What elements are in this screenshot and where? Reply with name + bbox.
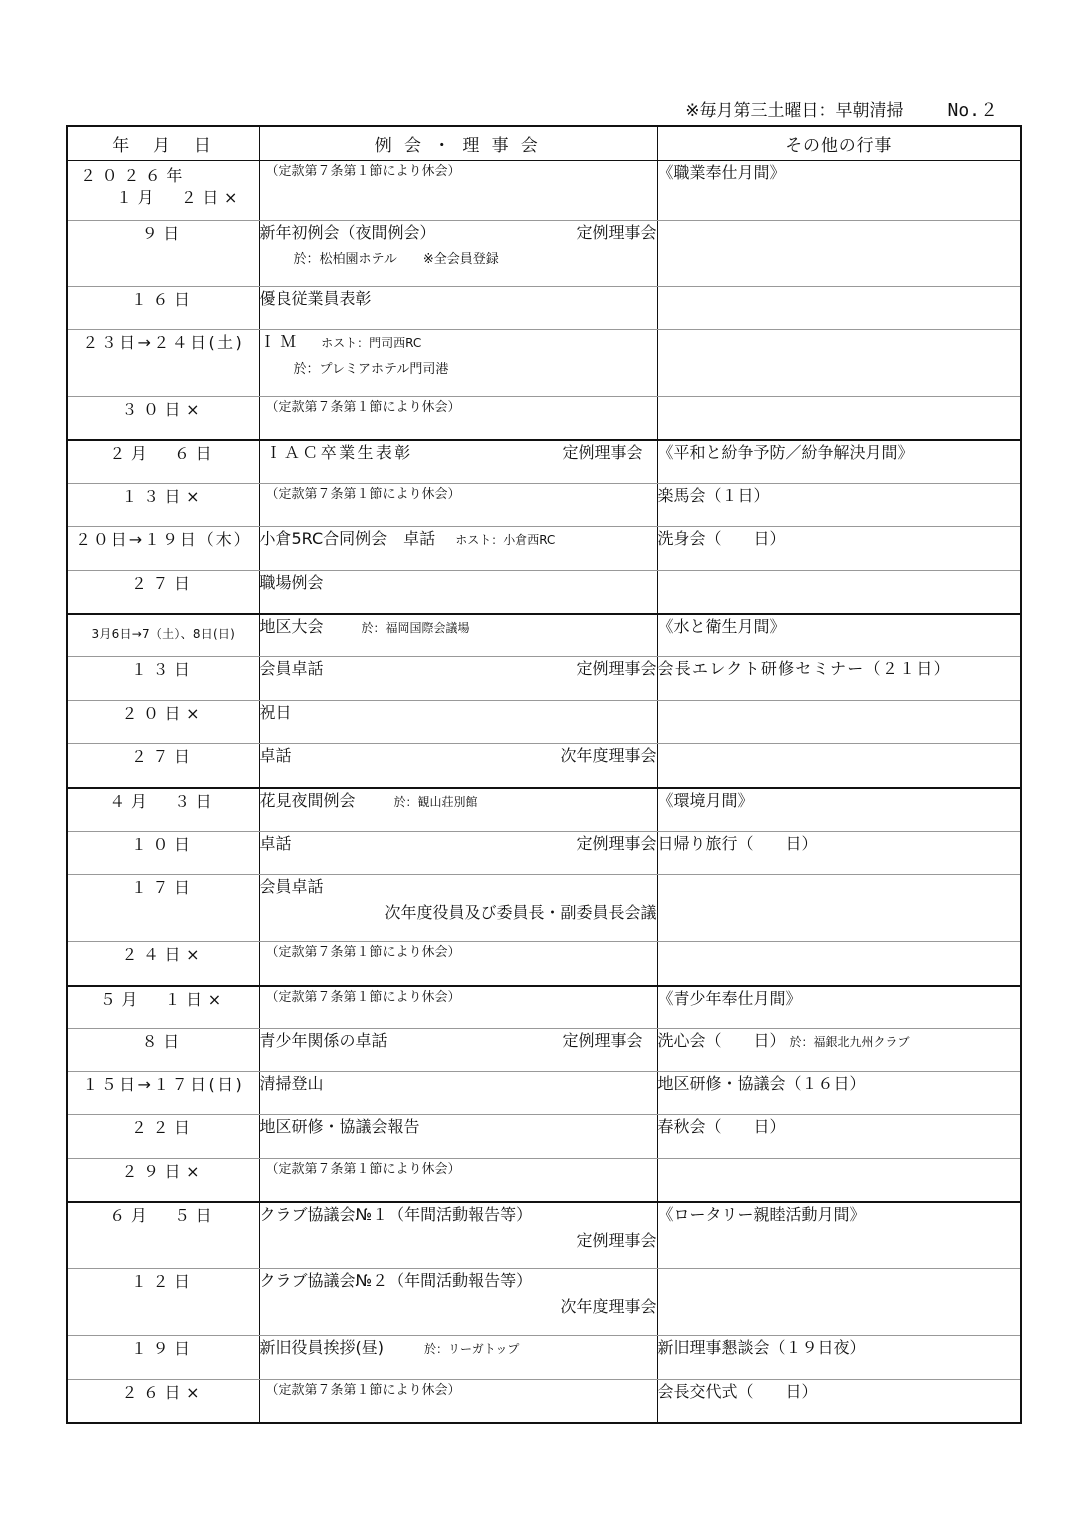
meeting-title: クラブ協議会№２（年間活動報告等） bbox=[259, 1271, 533, 1290]
suspend-note: （定款第７条第１節により休会） bbox=[265, 1162, 461, 1177]
table-row bbox=[67, 1072, 1021, 1115]
meeting-title: クラブ協議会№１（年間活動報告等） bbox=[259, 1204, 533, 1224]
other-cell: 洗身会（ 日） bbox=[657, 527, 1021, 571]
other-cell bbox=[657, 1159, 1021, 1202]
meeting-cell bbox=[259, 744, 657, 788]
date-cell bbox=[67, 161, 259, 221]
other-cell bbox=[657, 744, 1021, 788]
other-cell bbox=[657, 1269, 1021, 1336]
meeting-cell bbox=[259, 1072, 657, 1115]
meeting-title: 花見夜間例会 bbox=[259, 790, 356, 810]
table-row bbox=[67, 744, 1021, 788]
board-meeting: 次年度理事会 bbox=[560, 1297, 657, 1316]
date-cell: ２６日× bbox=[67, 1380, 259, 1423]
date-cell: １６日 bbox=[67, 287, 259, 330]
date-year: ２０２６年 bbox=[80, 166, 189, 185]
meeting-cell bbox=[259, 1269, 657, 1336]
meeting-cell bbox=[259, 527, 657, 571]
table-row bbox=[67, 571, 1021, 614]
date-cell: ２７日 bbox=[67, 744, 259, 788]
board-meeting: 定例理事会 bbox=[576, 223, 657, 242]
date-cell: ２９日× bbox=[67, 1159, 259, 1202]
meeting-cell bbox=[259, 986, 657, 1029]
suspend-note: （定款第７条第１節により休会） bbox=[265, 400, 461, 415]
table-row bbox=[67, 1269, 1021, 1336]
suspend-note: （定款第７条第１節により休会） bbox=[265, 1383, 461, 1398]
event-label: 洗心会（ 日） bbox=[657, 1031, 786, 1050]
table-row bbox=[67, 875, 1021, 942]
venue: 於：プレミアホテル門司港 bbox=[293, 362, 449, 377]
top-note bbox=[685, 96, 998, 122]
date-cell: ４月 ３日 bbox=[67, 788, 259, 832]
meeting-cell bbox=[259, 1380, 657, 1423]
table-row bbox=[67, 397, 1021, 440]
suspend-note: （定款第７条第１節により休会） bbox=[265, 945, 461, 960]
table-row bbox=[67, 986, 1021, 1029]
table-row bbox=[67, 1380, 1021, 1423]
venue: 於：福銀北九州クラブ bbox=[789, 1035, 910, 1049]
date-cell: １３日 bbox=[67, 657, 259, 701]
table-row bbox=[67, 440, 1021, 484]
other-cell: 春秋会（ 日） bbox=[657, 1115, 1021, 1159]
other-cell bbox=[657, 942, 1021, 986]
meeting-cell bbox=[259, 1115, 657, 1159]
venue: 於：観山荘別館 bbox=[393, 794, 478, 809]
table-row bbox=[67, 657, 1021, 701]
other-cell bbox=[657, 571, 1021, 614]
date-cell: ６月 ５日 bbox=[67, 1202, 259, 1269]
date-cell: ２０日→１９日（木） bbox=[67, 527, 259, 571]
header-row bbox=[67, 126, 1021, 161]
date-day: １月 ２日× bbox=[116, 188, 244, 207]
meeting-title: 新旧役員挨拶(昼) bbox=[259, 1338, 384, 1357]
date-cell: ２７日 bbox=[67, 571, 259, 614]
meeting-cell bbox=[259, 1336, 657, 1380]
date-cell: ８日 bbox=[67, 1029, 259, 1072]
date-cell: １３日× bbox=[67, 484, 259, 527]
board-meeting: 次年度役員及び委員長・副委員長会議 bbox=[384, 903, 657, 922]
date-cell: １２日 bbox=[67, 1269, 259, 1336]
meeting-title: 清掃登山 bbox=[259, 1074, 324, 1093]
meeting-title: 新年初例会（夜間例会） bbox=[259, 223, 436, 242]
other-cell: 《環境月間》 bbox=[657, 788, 1021, 832]
meeting-title: 優良従業員表彰 bbox=[259, 289, 372, 308]
page-number: No.２ bbox=[947, 100, 998, 121]
table-row bbox=[67, 788, 1021, 832]
venue: 於：福岡国際会議場 bbox=[361, 620, 470, 635]
meeting-title: 小倉5RC合同例会 卓話 bbox=[259, 529, 436, 548]
other-cell: 日帰り旅行（ 日） bbox=[657, 832, 1021, 875]
meeting-cell bbox=[259, 701, 657, 744]
other-cell bbox=[657, 875, 1021, 942]
meeting-title: 卓話 bbox=[259, 834, 292, 853]
other-cell: 《青少年奉仕月間》 bbox=[657, 986, 1021, 1029]
meeting-cell bbox=[259, 942, 657, 986]
date-cell: ２月 ６日 bbox=[67, 440, 259, 484]
meeting-cell bbox=[259, 1202, 657, 1269]
date-cell: 3月6日→7（土）、8日(日) bbox=[67, 614, 259, 657]
table-row bbox=[67, 832, 1021, 875]
meeting-title: 職場例会 bbox=[259, 573, 324, 592]
other-cell: 《職業奉仕月間》 bbox=[657, 161, 1021, 221]
date-cell: １５日→１７日(日) bbox=[67, 1072, 259, 1115]
other-cell bbox=[657, 330, 1021, 397]
header-meeting: 例 会 ・ 理 事 会 bbox=[259, 126, 657, 161]
table-row bbox=[67, 484, 1021, 527]
meeting-title: ＩＡＣ卒業生表彰 bbox=[265, 442, 413, 462]
date-cell: ５月 １日× bbox=[67, 986, 259, 1029]
date-cell: ９日 bbox=[67, 221, 259, 287]
meeting-cell bbox=[259, 788, 657, 832]
meeting-title: 会員卓話 bbox=[259, 659, 324, 678]
board-meeting: 定例理事会 bbox=[562, 442, 643, 462]
other-cell: 《水と衛生月間》 bbox=[657, 614, 1021, 657]
table-row bbox=[67, 1029, 1021, 1072]
header-other: その他の行事 bbox=[657, 126, 1021, 161]
meeting-title: 地区大会 bbox=[259, 616, 324, 636]
other-cell: 会長エレクト研修セミナー（２１日） bbox=[657, 657, 1021, 701]
venue-note: ※全会員登録 bbox=[422, 252, 499, 267]
board-meeting: 定例理事会 bbox=[562, 1031, 643, 1050]
date-cell: ２３日→２４日(土) bbox=[67, 330, 259, 397]
table-row bbox=[67, 942, 1021, 986]
meeting-cell bbox=[259, 397, 657, 440]
date-cell: １７日 bbox=[67, 875, 259, 942]
meeting-cell bbox=[259, 221, 657, 287]
other-cell bbox=[657, 397, 1021, 440]
other-cell: 新旧理事懇談会（１９日夜） bbox=[657, 1336, 1021, 1380]
table-row bbox=[67, 1202, 1021, 1269]
other-cell bbox=[657, 221, 1021, 287]
meeting-title: 祝日 bbox=[259, 703, 292, 722]
meeting-title: 卓話 bbox=[259, 746, 292, 765]
meeting-cell bbox=[259, 875, 657, 942]
schedule-table bbox=[66, 125, 1022, 1424]
meeting-title: ＩＭ bbox=[259, 332, 302, 351]
other-cell: 《ロータリー親睦活動月間》 bbox=[657, 1202, 1021, 1269]
date-cell: ２４日× bbox=[67, 942, 259, 986]
other-cell: 《平和と紛争予防／紛争解決月間》 bbox=[657, 440, 1021, 484]
table-row bbox=[67, 1159, 1021, 1202]
other-cell: 楽馬会（１日） bbox=[657, 484, 1021, 527]
board-meeting: 定例理事会 bbox=[576, 659, 657, 678]
table-row bbox=[67, 161, 1021, 221]
meeting-cell bbox=[259, 161, 657, 221]
date-cell: １０日 bbox=[67, 832, 259, 875]
table-row bbox=[67, 221, 1021, 287]
host: ホスト：小倉西RC bbox=[455, 533, 556, 547]
table-row bbox=[67, 614, 1021, 657]
date-cell: ２２日 bbox=[67, 1115, 259, 1159]
board-meeting: 次年度理事会 bbox=[560, 746, 657, 765]
other-cell: 地区研修・協議会（１６日） bbox=[657, 1072, 1021, 1115]
meeting-title: 会員卓話 bbox=[259, 877, 324, 896]
other-cell bbox=[657, 287, 1021, 330]
table-row bbox=[67, 1336, 1021, 1380]
board-meeting: 定例理事会 bbox=[576, 834, 657, 853]
meeting-cell bbox=[259, 287, 657, 330]
cleaning-note: ※毎月第三土曜日：早朝清掃 bbox=[685, 101, 904, 121]
suspend-note: （定款第７条第１節により休会） bbox=[265, 487, 461, 502]
other-cell bbox=[657, 701, 1021, 744]
meeting-cell bbox=[259, 1159, 657, 1202]
date-cell: ２０日× bbox=[67, 701, 259, 744]
meeting-title: 青少年関係の卓話 bbox=[259, 1031, 388, 1050]
date-cell: ３０日× bbox=[67, 397, 259, 440]
meeting-cell bbox=[259, 832, 657, 875]
table-row bbox=[67, 287, 1021, 330]
date-cell: １９日 bbox=[67, 1336, 259, 1380]
header-date: 年 月 日 bbox=[67, 126, 259, 161]
suspend-note: （定款第７条第１節により休会） bbox=[265, 989, 461, 1005]
table-row bbox=[67, 701, 1021, 744]
venue: 於：松柏園ホテル bbox=[293, 252, 397, 267]
meeting-cell bbox=[259, 1029, 657, 1072]
venue: 於：リーガトップ bbox=[424, 1342, 520, 1356]
meeting-cell bbox=[259, 657, 657, 701]
table-row bbox=[67, 1115, 1021, 1159]
board-meeting: 定例理事会 bbox=[576, 1230, 657, 1250]
other-cell: 会長交代式（ 日） bbox=[657, 1380, 1021, 1423]
meeting-cell bbox=[259, 614, 657, 657]
other-cell bbox=[657, 1029, 1021, 1072]
meeting-cell bbox=[259, 440, 657, 484]
meeting-title: 地区研修・協議会報告 bbox=[259, 1117, 420, 1136]
table-row bbox=[67, 527, 1021, 571]
table-row bbox=[67, 330, 1021, 397]
suspend-note: （定款第７条第１節により休会） bbox=[265, 164, 461, 179]
meeting-cell bbox=[259, 571, 657, 614]
meeting-cell bbox=[259, 484, 657, 527]
host: ホスト：門司西RC bbox=[321, 336, 422, 350]
meeting-cell bbox=[259, 330, 657, 397]
